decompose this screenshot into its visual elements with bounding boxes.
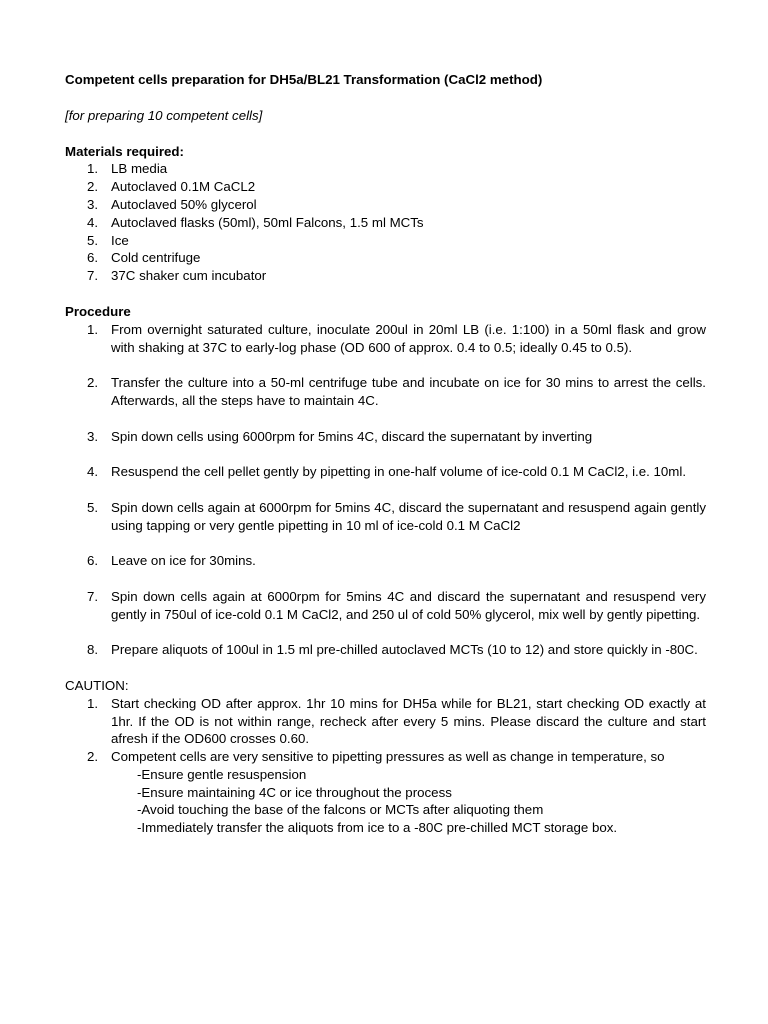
materials-list (65, 160, 706, 285)
document-page (65, 71, 706, 837)
procedure-step (65, 428, 706, 446)
caution-item (65, 748, 706, 837)
list-item (65, 249, 706, 267)
step-number: 6. (87, 553, 99, 569)
step-text: Spin down cells again at 6000rpm for 5mins 4C and discard the supernatant and resuspend very gently in 750ul of ice-cold 0.1 M CaCl2, and 250 ul of cold 50% glycerol, mix well by gently pipetting. (111, 588, 706, 622)
step-number: 2. (87, 375, 99, 391)
list-number: 1. (87, 161, 99, 177)
list-text: Autoclaved 0.1M CaCL2 (111, 179, 256, 195)
step-text: Leave on ice for 30mins. (111, 553, 256, 569)
list-number: 7. (87, 268, 99, 284)
step-number: 8. (87, 642, 99, 658)
list-number: 3. (87, 196, 99, 212)
caution-text: Start checking OD after approx. 1hr 10 mins for DH5a while for BL21, start checking OD exactly at 1hr. If the OD is not within range, recheck after every 5 mins. Please discard the culture and start afresh if the OD600 crosses 0.60. (111, 695, 706, 747)
caution-number: 2. (87, 749, 99, 765)
procedure-step (65, 552, 706, 570)
step-text: Prepare aliquots of 100ul in 1.5 ml pre-chilled autoclaved MCTs (10 to 12) and store quickly in -80C. (111, 642, 698, 658)
list-item (65, 267, 706, 285)
step-number: 3. (87, 428, 99, 444)
step-text: Transfer the culture into a 50-ml centrifuge tube and incubate on ice for 30 mins to arrest the cells. Afterwards, all the steps have to maintain 4C. (111, 375, 706, 408)
list-text: 37C shaker cum incubator (111, 268, 267, 284)
list-item (65, 232, 706, 250)
list-item (65, 160, 706, 178)
step-number: 5. (87, 499, 99, 515)
caution-number: 1. (87, 695, 99, 711)
list-number: 5. (87, 232, 99, 248)
list-text: Autoclaved flasks (50ml), 50ml Falcons, 1.5 ml MCTs (111, 214, 424, 230)
list-number: 2. (87, 179, 99, 195)
list-text: Ice (111, 232, 129, 248)
procedure-list (65, 321, 706, 659)
list-text: Cold centrifuge (111, 250, 201, 266)
document-subtitle: [for preparing 10 competent cells] (65, 107, 263, 123)
step-number: 7. (87, 588, 99, 604)
list-item (65, 196, 706, 214)
step-text: Spin down cells again at 6000rpm for 5mins 4C, discard the supernatant and resuspend again gently using tapping or very gentle pipetting in 10 ml of ice-cold 0.1 M CaCl2 (111, 499, 706, 533)
step-text: Spin down cells using 6000rpm for 5mins 4C, discard the supernatant by inverting (111, 428, 593, 444)
step-text: From overnight saturated culture, inoculate 200ul in 20ml LB (i.e. 1:100) in a 50ml flask and grow with shaking at 37C to early-log phase (OD 600 of approx. 0.4 to 0.5; ideally 0.45 to 0.5). (111, 321, 706, 355)
procedure-step (65, 374, 706, 410)
list-item (65, 214, 706, 232)
caution-subitem: -Avoid touching the base of the falcons or MCTs after aliquoting them (137, 802, 544, 818)
document-title: Competent cells preparation for DH5a/BL21 Transformation (CaCl2 method) (65, 72, 543, 87)
caution-subitem: -Ensure gentle resuspension (137, 766, 307, 782)
step-number: 4. (87, 464, 99, 480)
caution-sublist (111, 766, 706, 837)
list-number: 4. (87, 214, 99, 230)
procedure-step (65, 463, 706, 481)
caution-subitem: -Ensure maintaining 4C or ice throughout the process (137, 784, 452, 800)
procedure-step (65, 588, 706, 624)
caution-text: Competent cells are very sensitive to pipetting pressures as well as change in temperature, so (111, 749, 665, 765)
procedure-step (65, 499, 706, 535)
procedure-step (65, 641, 706, 659)
caution-item (65, 695, 706, 748)
procedure-step (65, 321, 706, 357)
step-text: Resuspend the cell pellet gently by pipetting in one-half volume of ice-cold 0.1 M CaCl2, i.e. 10ml. (111, 464, 687, 480)
caution-list (65, 695, 706, 837)
caution-subitem: -Immediately transfer the aliquots from ice to a -80C pre-chilled MCT storage box. (137, 820, 618, 836)
materials-heading: Materials required: (65, 143, 184, 159)
list-number: 6. (87, 250, 99, 266)
procedure-heading: Procedure (65, 303, 131, 319)
list-text: Autoclaved 50% glycerol (111, 196, 257, 212)
caution-heading: CAUTION: (65, 677, 129, 693)
list-item (65, 178, 706, 196)
list-text: LB media (111, 161, 168, 177)
step-number: 1. (87, 321, 99, 337)
